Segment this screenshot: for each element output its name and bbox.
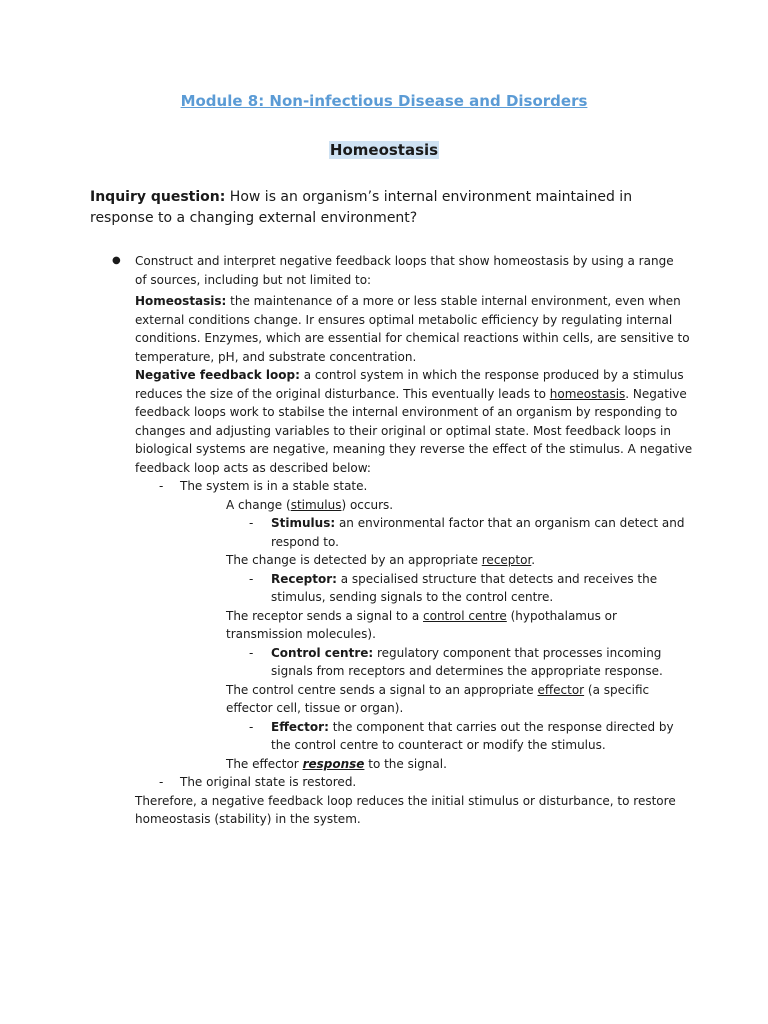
step-effector — [135, 681, 695, 718]
step-change — [135, 496, 695, 515]
stimulus-text: an environmental factor that an organism can detect and respond to. — [271, 516, 685, 549]
control-centre-text: regulatory component that processes incoming signals from receptors and determines the appropriate response. — [271, 645, 663, 678]
step-send-a: The receptor sends a signal to a — [226, 608, 424, 623]
effector-definition — [135, 718, 695, 755]
step-effector-a: The control centre sends a signal to an appropriate — [226, 682, 538, 697]
negative-feedback-definition — [135, 366, 695, 477]
dash-marker: - — [159, 479, 164, 493]
conclusion: Therefore, a negative feedback loop reduces the initial stimulus or disturbance, to restore homeostasis (stability) in the system. — [135, 793, 676, 826]
effector-text: the component that carries out the response directed by the control centre to counteract or modify the stimulus. — [271, 719, 674, 752]
homeostasis-text: the maintenance of a more or less stable internal environment, even when external conditions change. Ir ensures optimal metabolic efficiency by regulating internal conditions. Enzymes, which are essential for chemical reactions within cells, are sensitive to temperature, pH, and substrate concentration. — [135, 294, 690, 364]
step-response-a: The effector — [226, 756, 303, 771]
step-send-underlined: control centre — [423, 608, 507, 623]
step-restored-text: The original state is restored. — [180, 775, 357, 789]
homeostasis-definition — [135, 292, 695, 366]
step-response — [135, 755, 695, 774]
control-centre-term: Control centre: — [271, 645, 374, 660]
step-effector-b: (a specific effector cell, tissue or organ). — [226, 682, 650, 715]
negative-feedback-text-a: a control system in which the response produced by a stimulus reduces the size of the original disturbance. This eventually leads to — [135, 368, 684, 401]
dash-marker: - — [249, 571, 254, 586]
step-detect-b: . — [531, 553, 536, 567]
step-send — [135, 607, 695, 644]
effector-term: Effector: — [271, 719, 329, 734]
homeostasis-term: Homeostasis: — [135, 294, 227, 308]
control-centre-definition-text — [135, 644, 695, 681]
effector-definition-text — [135, 718, 695, 755]
receptor-text: a specialised structure that detects and receives the stimulus, sending signals to the control centre. — [271, 571, 658, 604]
inquiry-label: Inquiry question: — [90, 189, 226, 205]
dash-marker: - — [249, 719, 254, 734]
step-change-a: A change ( — [226, 497, 291, 512]
inquiry-question — [90, 187, 690, 229]
inquiry-text: How is an organism’s internal environment maintained in response to a changing external environment? — [90, 189, 633, 226]
step-send-b: (hypothalamus or transmission molecules). — [226, 608, 617, 641]
step-detect — [135, 551, 695, 570]
homeostasis-underlined: homeostasis — [549, 386, 626, 401]
section-title-highlight: Homeostasis — [329, 141, 439, 159]
negative-feedback-text-b: . Negative feedback loops work to stabilse the internal environment of an organism by responding to changes and adjusting variables to their original or optimal state. Most feedback loops in biological systems are negative, meaning they reverse the effect of the stimulus. A negative feedback loop acts as described below: — [135, 386, 693, 475]
module-title: Module 8: Non-infectious Disease and Disorders — [180, 92, 588, 110]
step-detect-a: The change is detected by an appropriate — [226, 553, 482, 567]
step-response-b: to the signal. — [364, 756, 447, 771]
bullet-marker: ● — [112, 255, 121, 266]
receptor-definition-text — [135, 570, 695, 607]
stimulus-definition — [135, 514, 695, 551]
stimulus-term: Stimulus: — [271, 516, 336, 530]
receptor-definition — [135, 570, 695, 607]
section-title — [0, 141, 768, 159]
content-body — [135, 292, 695, 829]
dash-marker: - — [249, 645, 254, 660]
step-response-emphasis: response — [302, 756, 365, 771]
stimulus-definition-text — [135, 514, 695, 551]
step-change-underlined: stimulus — [290, 497, 342, 512]
step-detect-underlined: receptor — [481, 553, 532, 567]
step-stable-text: The system is in a stable state. — [180, 479, 368, 493]
step-change-b: ) occurs. — [341, 497, 394, 512]
negative-feedback-term: Negative feedback loop: — [135, 368, 300, 382]
receptor-term: Receptor: — [271, 571, 337, 586]
control-centre-definition — [135, 644, 695, 681]
dash-marker: - — [159, 775, 164, 789]
step-stable — [135, 477, 695, 496]
step-restored — [135, 773, 695, 792]
dash-marker: - — [249, 516, 254, 530]
step-effector-underlined: effector — [537, 682, 585, 697]
bullet-text: Construct and interpret negative feedback loops that show homeostasis by using a range of sources, including but not limited to: — [135, 254, 674, 287]
